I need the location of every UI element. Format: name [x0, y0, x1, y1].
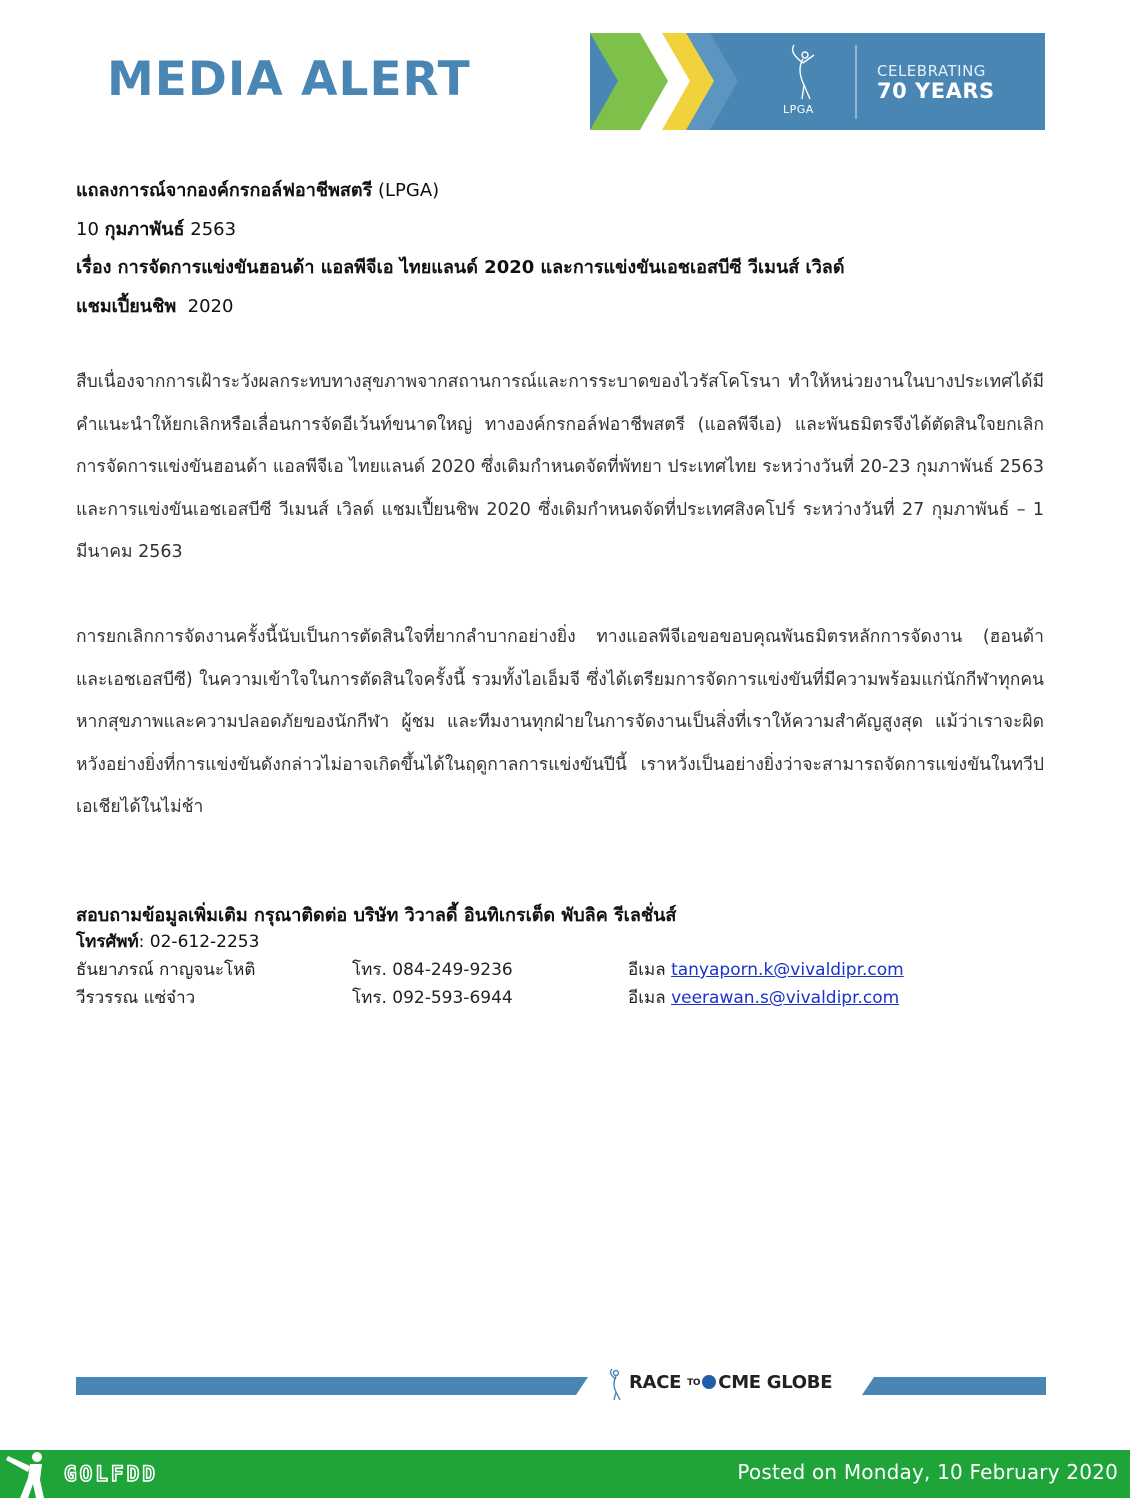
race-word: RACE — [629, 1372, 682, 1393]
footer-bar-right — [862, 1377, 1046, 1395]
statement-date — [76, 211, 1046, 250]
cme-globe-word: CME GLOBE — [718, 1372, 833, 1393]
statement-subject-line1: เรื่อง การจัดการแข่งขันฮอนด้า แอลพีจีเอ ไทยแลนด์ 2020 และการแข่งขันเอชเอสบีซี วีเมนส์ เวิลด์ — [76, 257, 845, 278]
date-year: 2563 — [184, 218, 237, 240]
contact-tel: โทร. 084-249-9236 — [352, 960, 513, 980]
statement-source-org: แถลงการณ์จากองค์กรกอล์ฟอาชีพสตรี — [76, 180, 373, 201]
contact-title: สอบถามข้อมูลเพิ่มเติม กรุณาติดต่อ บริษัท วิวาลดี้ อินทิเกรเต็ด พับลิค รีเลชั่นส์ — [76, 905, 677, 926]
phone-value: : 02-612-2253 — [138, 932, 260, 952]
email-link[interactable]: tanyaporn.k@vivaldipr.com — [671, 960, 904, 980]
subject-year: 2020 — [176, 295, 234, 317]
golfer-icon — [607, 1368, 627, 1402]
to-word: TO — [687, 1378, 701, 1388]
contact-tel: โทร. 092-593-6944 — [352, 988, 513, 1008]
email-label: อีเมล — [628, 988, 672, 1008]
contact-email — [628, 956, 904, 983]
email-label: อีเมล — [628, 960, 672, 980]
race-text — [629, 1372, 832, 1393]
golfdd-logo — [64, 1462, 224, 1486]
golfdd-logo-text: GOLFDD — [64, 1462, 158, 1486]
email-link[interactable]: veerawan.s@vivaldipr.com — [671, 988, 900, 1008]
celebrating-label: CELEBRATING — [877, 62, 986, 80]
contact-email — [628, 984, 899, 1011]
seventy-years-label: 70 YEARS — [877, 79, 995, 103]
statement-subject-line2 — [76, 288, 1046, 327]
statement-header — [76, 172, 1046, 326]
date-day: 10 — [76, 218, 105, 240]
contact-name: ธันยาภรณ์ กาญจนะโหติ — [76, 960, 256, 980]
statement-source — [76, 172, 1046, 211]
body-paragraph-1: สืบเนื่องจากการเฝ้าระวังผลกระทบทางสุขภาพจากสถานการณ์และการระบาดของไวรัสโคโรนา ทำให้หน่วยงานในบางประเทศได้มีคำแนะนำให้ยกเลิกหรือเลื่อนการจัดอีเว้นท์ขนาดใหญ่ ทางองค์กรกอล์ฟอาชีพสตรี (แอลพีจีเอ) และพันธมิตรจึงได้ตัดสินใจยกเลิกการจัดการแข่งขันฮอนด้า แอลพีจีเอ ไทยแลนด์ 2020 ซึ่งเดิมกำหนดจัดที่พัทยา ประเทศไทย ระหว่างวันที่ 20-23 กุมภาพันธ์ 2563 และการแข่งขันเอชเอสบีซี วีเมนส์ เวิลด์ แชมเปี้ยนชิพ 2020 ซึ่งเดิมกำหนดจัดที่ประเทศสิงคโปร์ ระหว่างวันที่ 27 กุมภาพันธ์ – 1 มีนาคม 2563 — [76, 372, 1044, 562]
contact-name: วีรวรรณ แซ่จ๋าว — [76, 988, 196, 1008]
subject-bold: แชมเปี้ยนชิพ — [76, 295, 177, 317]
contact-phone — [76, 928, 259, 955]
race-to-cme-globe-logo — [607, 1366, 847, 1402]
lpga-logo-text: LPGA — [783, 103, 814, 116]
posted-date: Posted on Monday, 10 February 2020 — [737, 1460, 1118, 1484]
statement-source-abbr: (LPGA) — [372, 180, 440, 201]
footer-bar-left — [76, 1377, 588, 1395]
golfer-logo-icon — [0, 1450, 54, 1498]
media-alert-title: MEDIA ALERT — [107, 52, 471, 107]
globe-icon — [702, 1375, 716, 1389]
date-month: กุมภาพันธ์ — [104, 218, 185, 240]
lpga-70-years-banner — [590, 33, 1045, 130]
phone-label: โทรศัพท์ — [76, 932, 139, 952]
body-paragraph-2: การยกเลิกการจัดงานครั้งนี้นับเป็นการตัดสินใจที่ยากลำบากอย่างยิ่ง ทางแอลพีจีเอขอขอบคุณพันธมิตรหลักการจัดงาน (ฮอนด้าและเอชเอสบีซี) ในความเข้าใจในการตัดสินใจครั้งนี้ รวมทั้งไอเอ็มจี ซึ่งได้เตรียมการจัดการแข่งขันที่มีความพร้อมแก่นักกีฬาทุกคน หากสุขภาพและความปลอดภัยของนักกีฬา ผู้ชม และทีมงานทุกฝ่ายในการจัดงานเป็นสิ่งที่เราให้ความสำคัญสูงสุด แม้ว่าเราจะผิดหวังอย่างยิ่งที่การแข่งขันดังกล่าวไม่อาจเกิดขึ้นได้ในฤดูกาลการแข่งขันปีนี้ เราหวังเป็นอย่างยิ่งว่าจะสามารถจัดการแข่งขันในทวีปเอเชียได้ในไม่ช้า — [76, 627, 1044, 817]
